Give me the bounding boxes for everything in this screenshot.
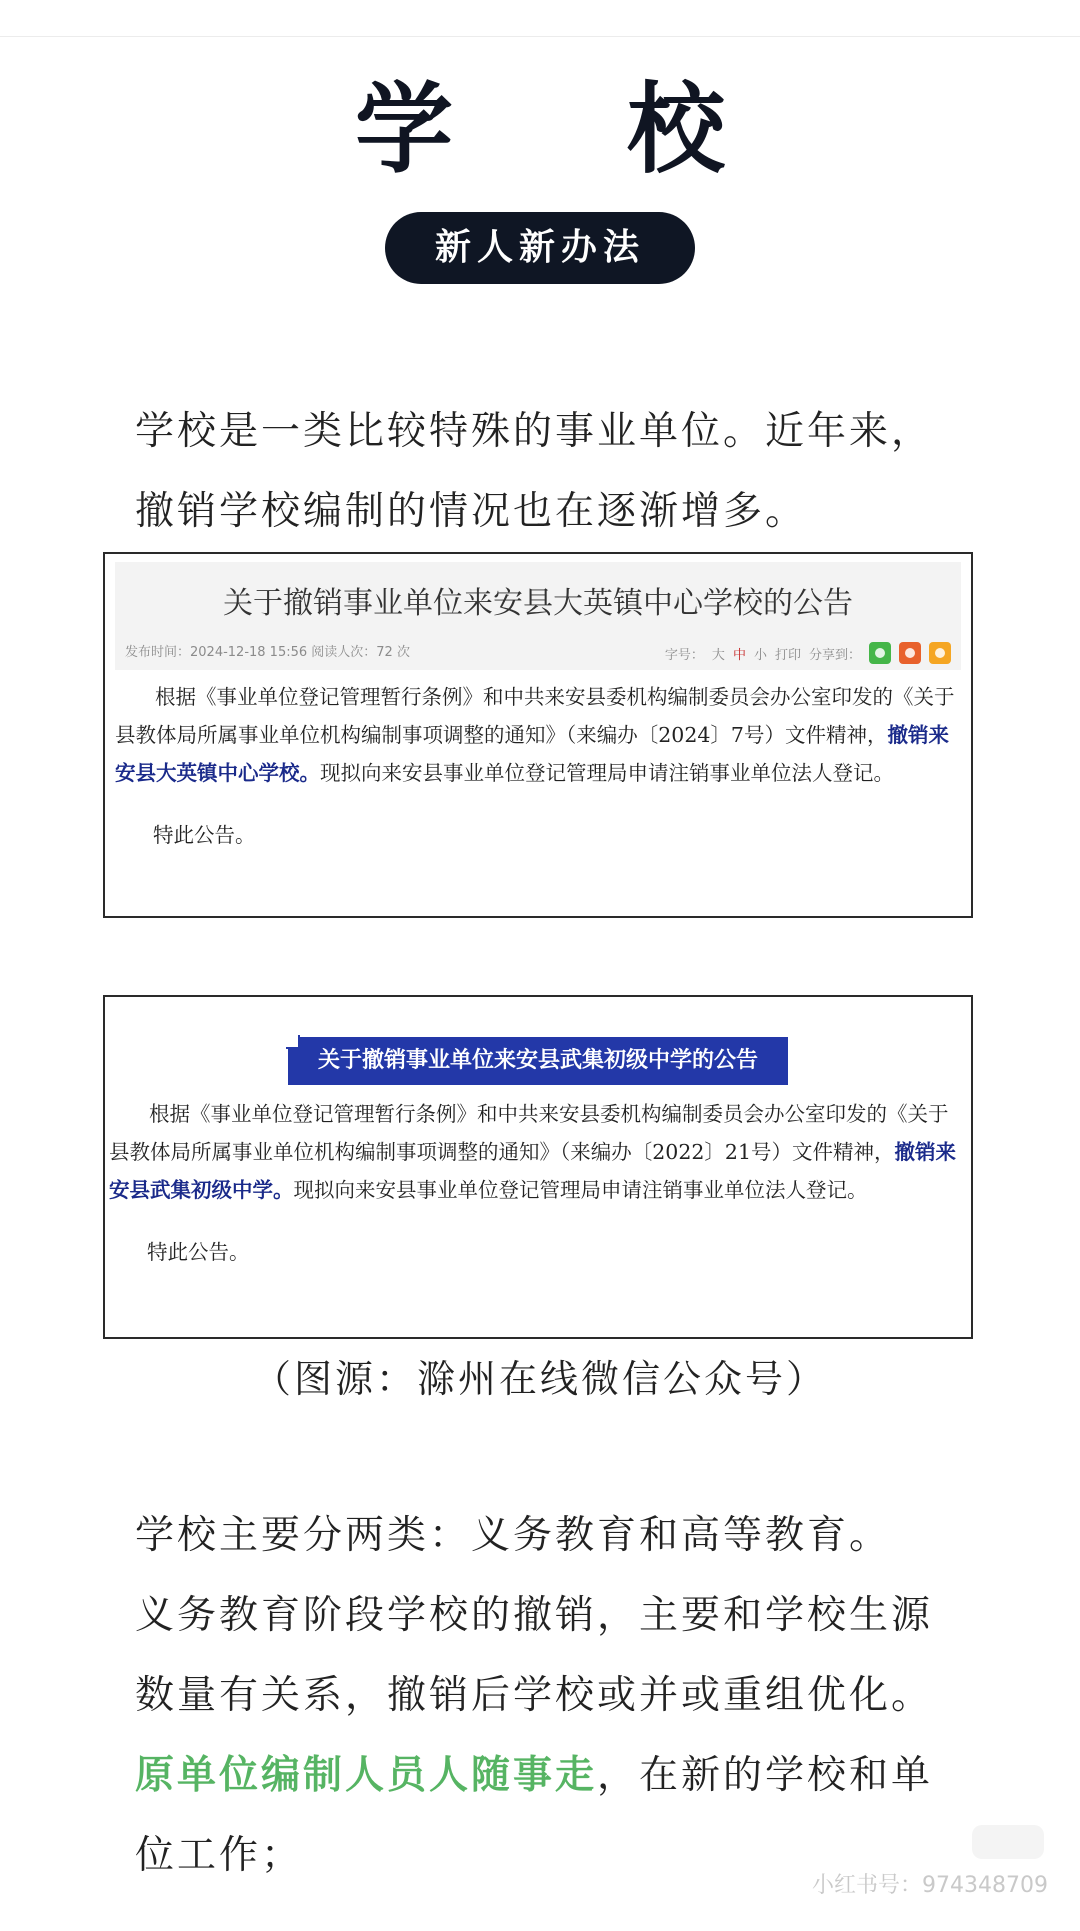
notice-sign: 特此公告。 [153, 823, 256, 847]
print-link[interactable]: 打印 [774, 647, 801, 663]
notice-meta: 发布时间：2024-12-18 15:56 阅读人次：72 次 [125, 645, 410, 660]
section2-line: 学校主要分两类：义务教育和高等教育。 [135, 1513, 892, 1558]
notice-screenshot-1 [103, 552, 973, 918]
font-size-label: 字号： [664, 647, 704, 663]
font-size-big[interactable]: 大 [711, 647, 725, 663]
notice-title: 关于撤销事业单位来安县大英镇中心学校的公告 [223, 586, 853, 621]
notice-sign: 特此公告。 [147, 1240, 250, 1264]
notice-title: 关于撤销事业单位来安县武集初级中学的公告 [288, 1037, 788, 1085]
intro-line: 学校是一类比较特殊的事业单位。近年来， [135, 409, 934, 454]
section2-line: 义务教育阶段学校的撤销，主要和学校生源 [135, 1593, 934, 1638]
section2-paragraph [135, 1496, 933, 1896]
wechat-share-icon[interactable] [869, 642, 891, 664]
highlight-text: 原单位编制人员人随事走 [135, 1753, 598, 1798]
notice-header [115, 562, 961, 670]
watermark-logo [972, 1825, 1044, 1859]
subtitle-badge: 新人新办法 [385, 212, 695, 284]
font-size-mid[interactable]: 中 [732, 647, 746, 663]
notice-body: 根据《事业单位登记管理暂行条例》和中共来安县委机构编制委员会办公室印发的《关于县教体局所属事业单位机构编制事项调整的通知》（来编办〔2024〕7号）文件精神，撤销来安县大英镇中心学校。现拟向来安县事业单位登记管理局申请注销事业单位法人登记。 [115, 685, 955, 785]
qzone-share-icon[interactable] [929, 642, 951, 664]
image-source-caption: （图源：滁州在线微信公众号） [252, 1357, 827, 1401]
weibo-share-icon[interactable] [899, 642, 921, 664]
intro-paragraph [135, 392, 933, 552]
share-label: 分享到： [808, 647, 861, 663]
section2-line: 位工作； [135, 1833, 304, 1878]
notice-tools [665, 642, 951, 664]
intro-line: 撤销学校编制的情况也在逐渐增多。 [135, 489, 808, 534]
watermark: 小红书号：974348709 [812, 1873, 1048, 1898]
notice-body: 根据《事业单位登记管理暂行条例》和中共来安县委机构编制委员会办公室印发的《关于县教体局所属事业单位机构编制事项调整的通知》（来编办〔2022〕21号）文件精神，撤销来安县武集初级中学。现拟向来安县事业单位登记管理局申请注销事业单位法人登记。 [109, 1102, 957, 1202]
page-title: 学 校 [354, 73, 796, 187]
section2-line: 数量有关系，撤销后学校或并或重组优化。 [135, 1673, 934, 1718]
section2-line: 原单位编制人员人随事走，在新的学校和单 [135, 1753, 934, 1798]
top-divider [0, 36, 1080, 37]
notice-emphasis: 撤销来安县大英镇中心学校。 [115, 723, 949, 785]
notice-screenshot-2 [103, 995, 973, 1339]
font-size-small[interactable]: 小 [753, 647, 767, 663]
notice-emphasis: 撤销来安县武集初级中学。 [109, 1140, 957, 1202]
